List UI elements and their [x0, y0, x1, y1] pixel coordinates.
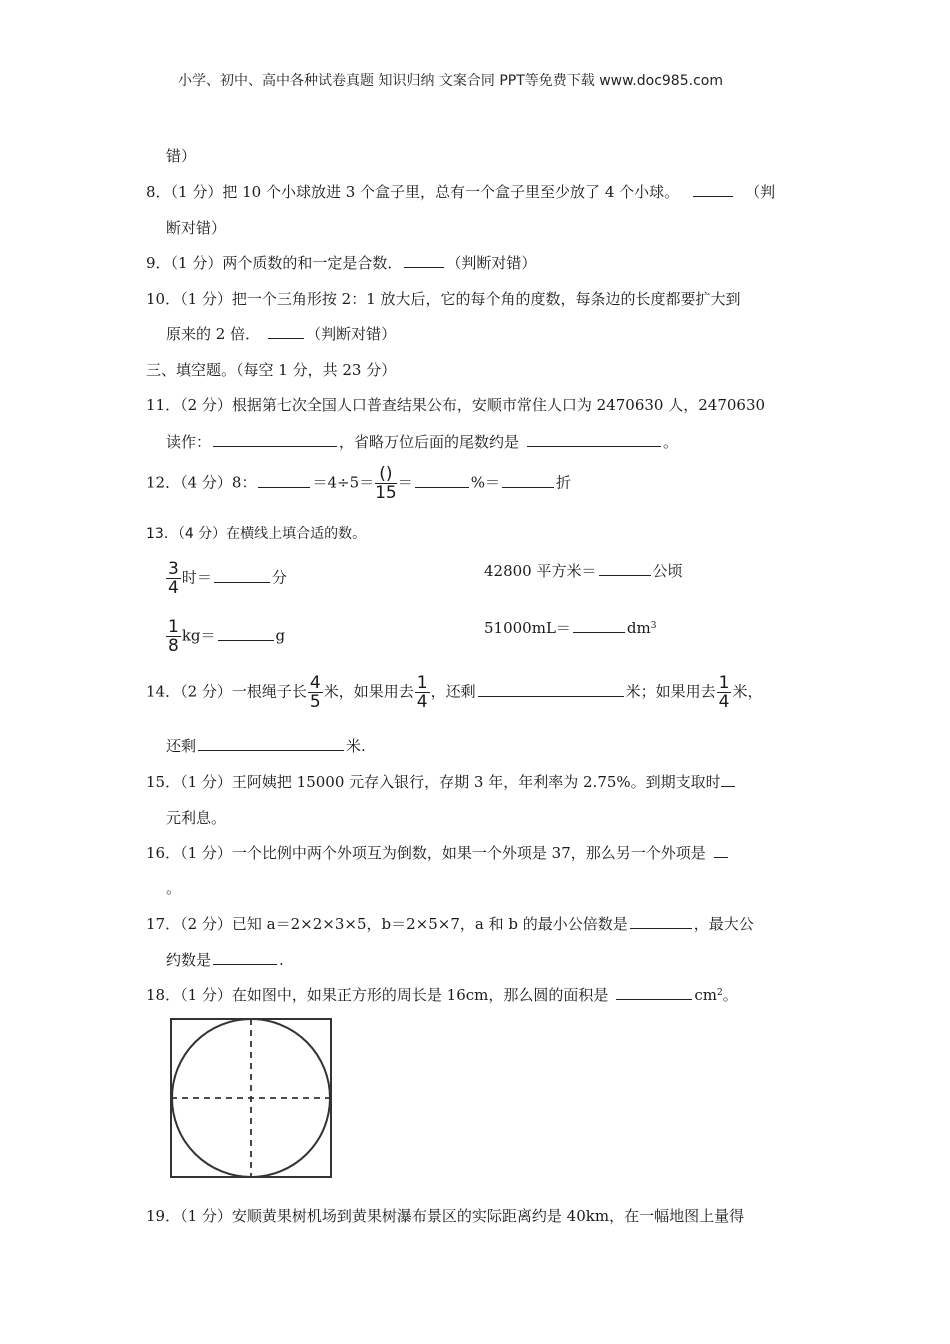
q13-i4-unit: dm [626, 619, 651, 637]
q14-f3-num: 1 [718, 673, 730, 693]
q11-line2 [166, 432, 678, 452]
q10-judge: （判断对错） [306, 325, 397, 343]
q13-i1-unit: 分 [271, 568, 287, 587]
q12-text-d: %＝ [470, 473, 501, 492]
q8-text: 8．（1 分）把 10 个小球放进 3 个盒子里，总有一个盒子里至少放了 4 个小球。 [146, 183, 680, 201]
q14-line1 [146, 674, 762, 711]
q14-f1-num: 4 [309, 673, 321, 693]
q17-blank-lcm[interactable] [630, 914, 692, 929]
q11-blank-approx[interactable] [527, 432, 661, 447]
q13-i3-text: kg＝ [181, 626, 216, 645]
q16-line1 [146, 843, 730, 863]
q14-l2-end: 米. [346, 737, 366, 755]
q8-line2: 断对错） [166, 219, 227, 237]
q12-blank-1[interactable] [258, 473, 310, 488]
q13-i4-blank[interactable] [573, 618, 625, 633]
q12-fraction [375, 465, 397, 502]
q12-blank-2[interactable] [415, 473, 469, 488]
q16-line2: 。 [166, 879, 182, 897]
q8-blank[interactable] [693, 182, 733, 197]
q16-text: 16．（1 分）一个比例中两个外项互为倒数，如果一个外项是 37，那么另一个外项是 [146, 844, 706, 862]
q13-i4-text: 51000mL＝ [484, 619, 571, 637]
q14-f1-den: 5 [309, 692, 321, 712]
q13-i1-fraction [166, 560, 181, 597]
q14-f2-num: 1 [416, 673, 428, 693]
q18-end: 。 [722, 986, 738, 1004]
q17-line2 [166, 950, 284, 970]
q14-text-e: 米， [732, 682, 763, 701]
q9-judge: （判断对错） [446, 254, 537, 272]
q13-item4 [484, 618, 656, 638]
q13-i3-num: 1 [168, 617, 179, 637]
q14-f2-den: 4 [416, 692, 428, 712]
q14-blank-2[interactable] [198, 736, 344, 751]
q13-i2-text: 42800 平方米＝ [484, 562, 597, 580]
q14-l2-label: 还剩 [166, 737, 197, 755]
q14-f3-den: 4 [718, 692, 730, 712]
q15-text: 15．（1 分）王阿姨把 15000 元存入银行，存期 3 年，年利率为 2.75%。到期支取时 [146, 773, 721, 791]
q12 [146, 465, 571, 502]
q14-blank-1[interactable] [478, 682, 624, 697]
q13-i2-unit: 公顷 [652, 562, 683, 580]
q12-blank-3[interactable] [502, 473, 554, 488]
q12-text-c: ＝ [397, 473, 413, 492]
q13-i1-blank[interactable] [214, 568, 270, 583]
q14-frac-3 [717, 674, 732, 711]
q18-text: 18．（1 分）在如图中，如果正方形的周长是 16cm，那么圆的面积是 [146, 986, 609, 1004]
q11-blank-read[interactable] [213, 432, 337, 447]
q10-text: 原来的 2 倍． [166, 325, 261, 343]
q9-blank[interactable] [404, 253, 444, 268]
q13-i2-blank[interactable] [599, 561, 651, 576]
q13-i3-blank[interactable] [218, 626, 274, 641]
q13-item2 [484, 561, 683, 581]
q8-line1 [146, 182, 775, 202]
q12-text-b: ＝4÷5＝ [312, 473, 375, 492]
q18 [146, 985, 738, 1005]
q17-blank-gcd[interactable] [213, 950, 277, 965]
q13-i1-text: 时＝ [181, 568, 212, 587]
q13-i4-sup: 3 [650, 621, 657, 631]
q17-l2-end: . [279, 951, 284, 969]
q18-blank[interactable] [616, 985, 692, 1000]
q16-blank[interactable] [714, 843, 728, 858]
q12-text-e: 折 [556, 473, 572, 492]
q13-i1-den: 4 [168, 578, 179, 598]
q17-text: 17．（2 分）已知 a＝2×2×3×5，b＝2×5×7，a 和 b 的最小公倍数是 [146, 915, 628, 933]
q13-i3-den: 8 [168, 636, 179, 656]
q13-i1-num: 3 [168, 559, 179, 579]
page-header: 小学、初中、高中各种试卷真题 知识归纳 文案合同 PPT等免费下载 www.doc985.com [178, 73, 723, 89]
q15-line2: 元利息。 [166, 809, 227, 827]
q10-blank[interactable] [268, 324, 304, 339]
section-3-heading: 三、填空题。（每空 1 分，共 23 分） [146, 361, 397, 379]
q14-text-c: ，还剩 [430, 682, 476, 701]
q12-frac-num: () [379, 464, 393, 484]
q15-blank[interactable] [721, 772, 735, 787]
q13-item3 [165, 618, 285, 655]
q15-line1 [146, 772, 737, 792]
q14-text-d: 米；如果用去 [625, 682, 716, 701]
q11-line1: 11．（2 分）根据第七次全国人口普查结果公布，安顺市常住人口为 2470630 人，2470630 [146, 396, 766, 414]
q17-text-b: ，最大公 [693, 915, 754, 933]
q8-judge: （判 [745, 183, 776, 201]
q9 [146, 253, 536, 273]
q18-figure [168, 1016, 334, 1180]
q12-frac-den: 15 [375, 483, 397, 503]
q18-sup: 2 [717, 988, 723, 998]
q13-i3-unit: g [275, 626, 286, 645]
q11-mid: ，省略万位后面的尾数约是 [339, 433, 520, 451]
q17-l2-label: 约数是 [166, 951, 212, 969]
q10-line2 [166, 324, 396, 344]
q13-i3-fraction [166, 618, 181, 655]
q14-text-b: 米，如果用去 [323, 682, 414, 701]
q14-line2 [166, 736, 366, 756]
q13-item1 [165, 560, 287, 597]
q18-unit: cm [694, 986, 718, 1004]
q10-line1: 10．（1 分）把一个三角形按 2：1 放大后，它的每个角的度数，每条边的长度都要扩大到 [146, 290, 741, 308]
q14-text-a: 14．（2 分）一根绳子长 [146, 682, 307, 701]
q14-frac-2 [415, 674, 430, 711]
q11-end: 。 [663, 433, 679, 451]
q13-title: 13．（4 分）在横线上填合适的数。 [146, 526, 367, 542]
q9-text: 9．（1 分）两个质数的和一定是合数． [146, 254, 403, 272]
q19-line1: 19．（1 分）安顺黄果树机场到黄果树瀑布景区的实际距离约是 40km，在一幅地图上量得 [146, 1207, 745, 1225]
q7-tail: 错） [166, 147, 197, 165]
q12-text-a: 12．（4 分）8： [146, 473, 257, 492]
q11-read-label: 读作： [166, 433, 212, 451]
q17-line1 [146, 914, 754, 934]
q14-frac-1 [308, 674, 323, 711]
